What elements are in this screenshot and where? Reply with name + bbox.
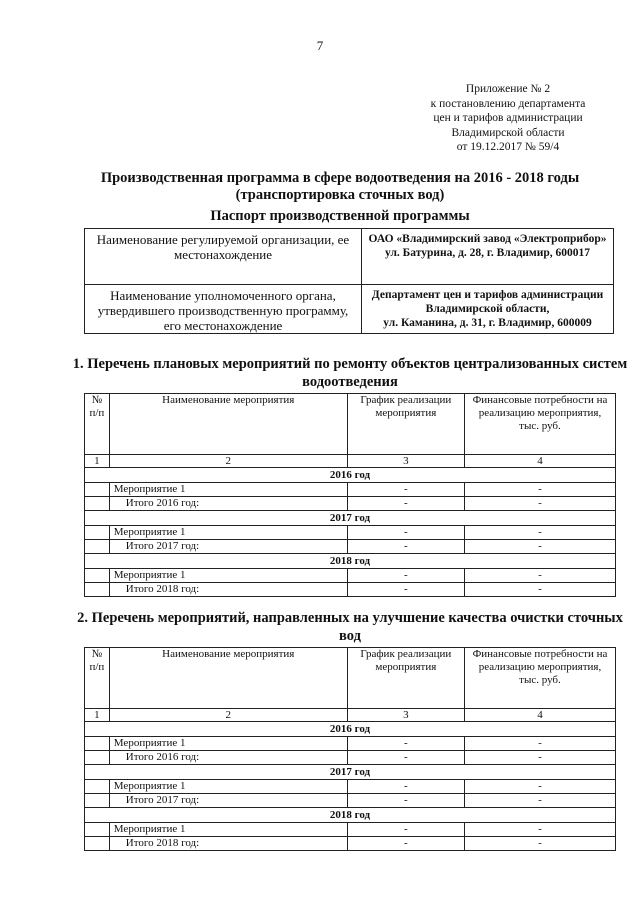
schedule-value: - [347,526,464,540]
cell-empty [85,737,110,751]
passport-row [85,285,614,334]
header-cell: Наименование мероприятия [109,394,347,455]
finance-value: - [464,837,615,851]
cell-empty [85,569,110,583]
year-row [85,468,616,483]
appendix-line: от 19.12.2017 № 59/4 [456,141,560,153]
event-name: Мероприятие 1 [109,780,347,794]
column-number: 4 [464,709,615,722]
appendix-line: Приложение № 2 [465,83,551,95]
year-label: 2016 год [85,722,616,737]
column-number: 1 [85,455,110,468]
schedule-value: - [347,751,464,765]
passport-row [85,229,614,285]
table-row [85,794,616,808]
finance-value: - [464,569,615,583]
year-label: 2017 год [85,511,616,526]
year-row [85,511,616,526]
section1-table [84,393,616,597]
passport-label: Наименование уполномоченного органа, утвердившего производственную программу, его местонахождение [85,285,362,334]
table-row [85,837,616,851]
finance-value: - [464,526,615,540]
cell-empty [85,526,110,540]
total-label: Итого 2016 год: [109,497,347,511]
total-label: Итого 2017 год: [109,540,347,554]
column-number: 4 [464,455,615,468]
passport-value-line: ул. Каманина, д. 31, г. Владимир, 600009 [383,317,592,329]
table-row [85,780,616,794]
finance-value: - [464,751,615,765]
table-header-row [85,394,616,455]
passport-value [362,229,614,285]
total-label: Итого 2016 год: [109,751,347,765]
finance-value: - [464,497,615,511]
total-label: Итого 2018 год: [109,837,347,851]
column-number: 1 [85,709,110,722]
cell-empty [85,483,110,497]
year-label: 2016 год [85,468,616,483]
schedule-value: - [347,794,464,808]
schedule-value: - [347,737,464,751]
passport-table [84,228,614,334]
event-name: Мероприятие 1 [109,737,347,751]
finance-value: - [464,583,615,597]
schedule-value: - [347,823,464,837]
column-number: 3 [347,709,464,722]
appendix-line: к постановлению департамента [430,97,586,110]
schedule-value: - [347,780,464,794]
appendix-block [408,82,608,155]
event-name: Мероприятие 1 [109,823,347,837]
event-name: Мероприятие 1 [109,569,347,583]
schedule-value: - [347,583,464,597]
total-label: Итого 2017 год: [109,794,347,808]
cell-empty [85,751,110,765]
year-label: 2018 год [85,554,616,569]
schedule-value: - [347,497,464,511]
year-row [85,554,616,569]
finance-value: - [464,823,615,837]
table-row [85,583,616,597]
cell-empty [85,794,110,808]
total-label: Итого 2018 год: [109,583,347,597]
header-cell: № п/п [85,648,110,709]
event-name: Мероприятие 1 [109,483,347,497]
cell-empty [85,823,110,837]
year-label: 2018 год [85,808,616,823]
table-row [85,497,616,511]
section2-title: 2. Перечень мероприятий, направленных на улучшение качества очистки сточных вод [77,610,623,644]
table-row [85,540,616,554]
header-cell: График реализации мероприятия [347,648,464,709]
column-number: 2 [109,455,347,468]
title-line: Производственная программа в сфере водоотведения на 2016 - 2018 годы [100,170,580,186]
table-row [85,751,616,765]
schedule-value: - [347,540,464,554]
schedule-value: - [347,837,464,851]
header-cell: Финансовые потребности на реализацию мероприятия, тыс. руб. [464,648,615,709]
finance-value: - [464,794,615,808]
passport-value-line: ОАО «Владимирский завод «Электроприбор» [368,233,607,245]
table-row [85,823,616,837]
table-row [85,526,616,540]
event-name: Мероприятие 1 [109,526,347,540]
passport-value-line: Департамент цен и тарифов администрации Владимирской области, [371,289,604,315]
year-row [85,722,616,737]
title-line: (транспортировка сточных вод) [235,187,445,203]
finance-value: - [464,737,615,751]
year-row [85,765,616,780]
cell-empty [85,780,110,794]
table-header-row [85,648,616,709]
table-row [85,737,616,751]
appendix-line: Владимирской области [451,126,565,139]
passport-value [362,285,614,334]
page-number: 7 [316,38,324,53]
document-title [40,170,640,204]
header-cell: График реализации мероприятия [347,394,464,455]
passport-label: Наименование регулируемой организации, ее местонахождение [85,229,362,285]
schedule-value: - [347,483,464,497]
year-label: 2017 год [85,765,616,780]
appendix-line: цен и тарифов администрации [433,112,583,124]
cell-empty [85,497,110,511]
column-number: 3 [347,455,464,468]
cell-empty [85,583,110,597]
cell-empty [85,540,110,554]
column-number-row [85,455,616,468]
cell-empty [85,837,110,851]
column-number-row [85,709,616,722]
finance-value: - [464,780,615,794]
header-cell: Финансовые потребности на реализацию мероприятия, тыс. руб. [464,394,615,455]
header-cell: Наименование мероприятия [109,648,347,709]
year-row [85,808,616,823]
section1-title: 1. Перечень плановых мероприятий по ремонту объектов централизованных систем водоотведения [72,356,628,390]
table-row [85,483,616,497]
passport-value-line: ул. Батурина, д. 28, г. Владимир, 600017 [384,247,591,259]
section2-table [84,647,616,851]
finance-value: - [464,483,615,497]
schedule-value: - [347,569,464,583]
header-cell: № п/п [85,394,110,455]
finance-value: - [464,540,615,554]
table-row [85,569,616,583]
passport-heading: Паспорт производственной программы [210,208,470,224]
column-number: 2 [109,709,347,722]
